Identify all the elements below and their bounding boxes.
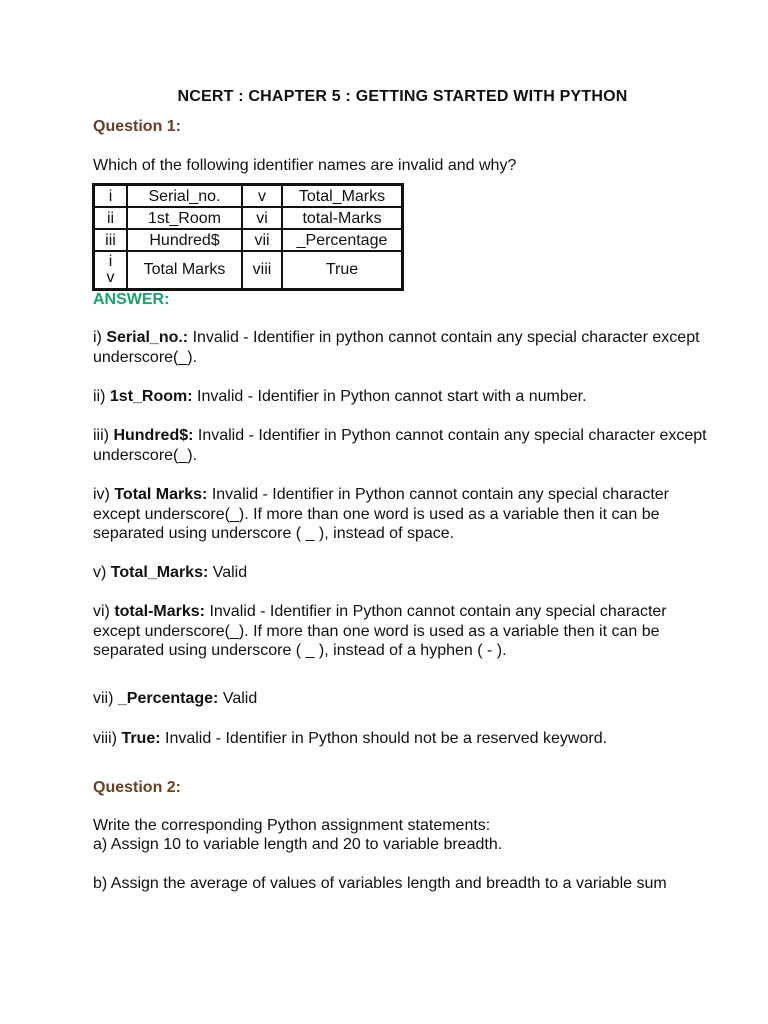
answer-number: iv): [93, 486, 115, 503]
answer-term: _Percentage:: [117, 690, 219, 707]
table-cell: 1st_Room: [127, 207, 242, 229]
answer-text: Valid: [218, 690, 258, 707]
answer-number: vi): [93, 603, 115, 620]
table-cell: _Percentage: [282, 229, 402, 251]
table-cell: vi: [242, 207, 282, 229]
table-cell: viii: [242, 251, 282, 289]
answer-term: Hundred$:: [113, 427, 194, 444]
answer-term: total-Marks:: [114, 603, 206, 620]
question-2-prompt: Write the corresponding Python assignment statements:: [93, 817, 491, 834]
answer-text: Invalid - Identifier in Python cannot contain any special character except underscore(_). If more than one word is used as a variable then it can be separated using underscore ( _ ), instead of a hyphen ( - ).: [93, 603, 667, 659]
table-cell: v: [242, 185, 282, 207]
table-cell: iii: [94, 229, 127, 251]
answer-text: Invalid - Identifier in python cannot contain any special character except underscore(_).: [93, 329, 700, 366]
question-2-part-b: b) Assign the average of values of variables length and breadth to a variable sum: [93, 875, 667, 892]
table-row: [94, 251, 402, 289]
stacked-roman-numeral: i v: [106, 253, 115, 286]
answer-item: [93, 426, 713, 465]
table-cell: Serial_no.: [127, 185, 242, 207]
answer-item: [93, 485, 713, 544]
answer-text: Invalid - Identifier in Python should not be a reserved keyword.: [160, 730, 608, 747]
table-cell: Hundred$: [127, 229, 242, 251]
answer-number: viii): [93, 730, 122, 747]
table-cell: Total Marks: [127, 251, 242, 289]
answer-item: [93, 602, 713, 661]
answer-text: Invalid - Identifier in Python cannot contain any special character except underscore(_).: [93, 427, 707, 464]
table-cell: Total_Marks: [282, 185, 402, 207]
answer-term: Total_Marks:: [110, 564, 209, 581]
answer-item: [93, 328, 713, 367]
identifier-table: [92, 183, 404, 291]
answer-number: v): [93, 564, 111, 581]
answer-text: Invalid - Identifier in Python cannot start with a number.: [192, 388, 587, 405]
question-1-prompt: Which of the following identifier names are invalid and why?: [93, 157, 517, 174]
table-row: [94, 229, 402, 251]
answer-number: vii): [93, 690, 118, 707]
table-cell: ii: [94, 207, 127, 229]
table-cell: True: [282, 251, 402, 289]
answer-number: i): [93, 329, 107, 346]
answer-term: Total Marks:: [114, 486, 208, 503]
answer-term: True:: [121, 730, 161, 747]
answer-text: Valid: [208, 564, 248, 581]
answer-item: [93, 729, 713, 749]
answer-term: Serial_no.:: [106, 329, 189, 346]
table-cell: [94, 251, 127, 289]
table-cell: total-Marks: [282, 207, 402, 229]
answer-item: [93, 387, 713, 407]
answer-number: iii): [93, 427, 114, 444]
table-cell: i: [94, 185, 127, 207]
answer-heading: ANSWER:: [93, 291, 170, 308]
answer-item: [93, 689, 713, 709]
answer-number: ii): [93, 388, 110, 405]
question-2-part-a: a) Assign 10 to variable length and 20 to variable breadth.: [93, 836, 503, 853]
answer-term: 1st_Room:: [109, 388, 193, 405]
page-title: NCERT : CHAPTER 5 : GETTING STARTED WITH PYTHON: [177, 88, 628, 105]
table-row: [94, 207, 402, 229]
question-2-heading: Question 2:: [93, 779, 182, 796]
table-cell: vii: [242, 229, 282, 251]
answer-item: [93, 563, 713, 583]
table-row: [94, 185, 402, 207]
answer-text: Invalid - Identifier in Python cannot contain any special character except underscore(_). If more than one word is used as a variable then it can be separated using underscore ( _ ), instead of space.: [93, 486, 669, 542]
question-1-heading: Question 1:: [93, 118, 182, 135]
